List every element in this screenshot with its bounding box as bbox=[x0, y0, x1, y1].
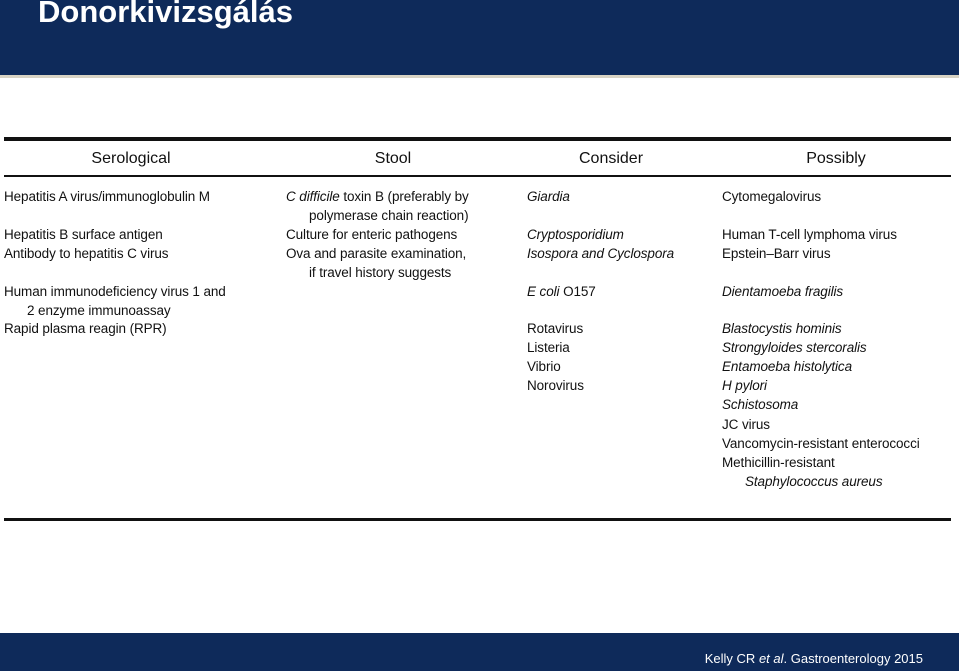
slide-title: Donorkivizsgálás bbox=[38, 0, 293, 29]
cell-culture: Culture for enteric pathogens bbox=[286, 227, 458, 242]
cell-cdiff-organism: C difficile bbox=[286, 189, 340, 204]
cell-vre: Vancomycin-resistant enterococci bbox=[722, 436, 920, 451]
donor-screening-table bbox=[4, 137, 951, 522]
cell-dientamoeba: Dientamoeba fragilis bbox=[722, 284, 844, 299]
citation-etal: et al bbox=[758, 651, 784, 666]
cell-listeria: Listeria bbox=[527, 340, 570, 355]
cell-cdiff bbox=[286, 187, 469, 225]
cell-isospora: Isospora and Cyclospora bbox=[527, 246, 675, 261]
cell-rotavirus: Rotavirus bbox=[527, 321, 584, 336]
table-header-rule bbox=[4, 175, 951, 177]
cell-h-pylori: H pylori bbox=[722, 378, 767, 393]
citation bbox=[705, 651, 923, 666]
cell-ova-parasite bbox=[286, 244, 466, 282]
cell-cryptosporidium: Cryptosporidium bbox=[527, 227, 624, 242]
header-stool: Stool bbox=[374, 150, 412, 167]
cell-norovirus: Norovirus bbox=[527, 378, 584, 393]
cell-mrsa-line1: Methicillin-resistant bbox=[722, 455, 835, 470]
cell-ecoli-strain: O157 bbox=[559, 284, 596, 299]
cell-hepatitis-a: Hepatitis A virus/immunoglobulin M bbox=[4, 189, 210, 204]
cell-jc-virus: JC virus bbox=[722, 417, 770, 432]
cell-hiv-line1: Human immunodeficiency virus 1 and bbox=[4, 284, 226, 299]
cell-ova-line2: if travel history suggests bbox=[309, 265, 452, 280]
cell-hiv bbox=[4, 282, 226, 320]
cell-mrsa bbox=[722, 453, 882, 491]
header-divider bbox=[0, 75, 959, 78]
table-top-rule bbox=[4, 137, 951, 141]
cell-giardia: Giardia bbox=[527, 189, 570, 204]
table-bottom-rule bbox=[4, 518, 951, 521]
cell-ova-line1: Ova and parasite examination, bbox=[286, 246, 467, 261]
cell-ebv: Epstein–Barr virus bbox=[722, 246, 831, 261]
cell-hepatitis-c: Antibody to hepatitis C virus bbox=[4, 246, 169, 261]
cell-mrsa-line2: Staphylococcus aureus bbox=[745, 474, 883, 489]
cell-ecoli bbox=[527, 282, 596, 301]
cell-strongyloides: Strongyloides stercoralis bbox=[722, 340, 867, 355]
cell-entamoeba: Entamoeba histolytica bbox=[722, 359, 852, 374]
cell-ecoli-organism: E coli bbox=[527, 284, 560, 299]
cell-hepatitis-b: Hepatitis B surface antigen bbox=[4, 227, 163, 242]
cell-cdiff-cont: polymerase chain reaction) bbox=[309, 208, 469, 223]
cell-htlv: Human T-cell lymphoma virus bbox=[722, 227, 897, 242]
header-consider: Consider bbox=[578, 150, 644, 167]
cell-cdiff-test: toxin B (preferably by bbox=[339, 189, 469, 204]
header-serological: Serological bbox=[91, 150, 171, 167]
header-possibly: Possibly bbox=[806, 150, 866, 167]
citation-authors: Kelly CR bbox=[704, 651, 759, 666]
cell-blastocystis: Blastocystis hominis bbox=[722, 321, 842, 336]
citation-journal: . Gastroenterology 2015 bbox=[783, 651, 923, 666]
cell-schistosoma: Schistosoma bbox=[722, 397, 799, 412]
cell-rpr: Rapid plasma reagin (RPR) bbox=[4, 321, 167, 336]
cell-hiv-line2: 2 enzyme immunoassay bbox=[27, 303, 171, 318]
cell-vibrio: Vibrio bbox=[527, 359, 561, 374]
cell-cmv: Cytomegalovirus bbox=[722, 189, 822, 204]
